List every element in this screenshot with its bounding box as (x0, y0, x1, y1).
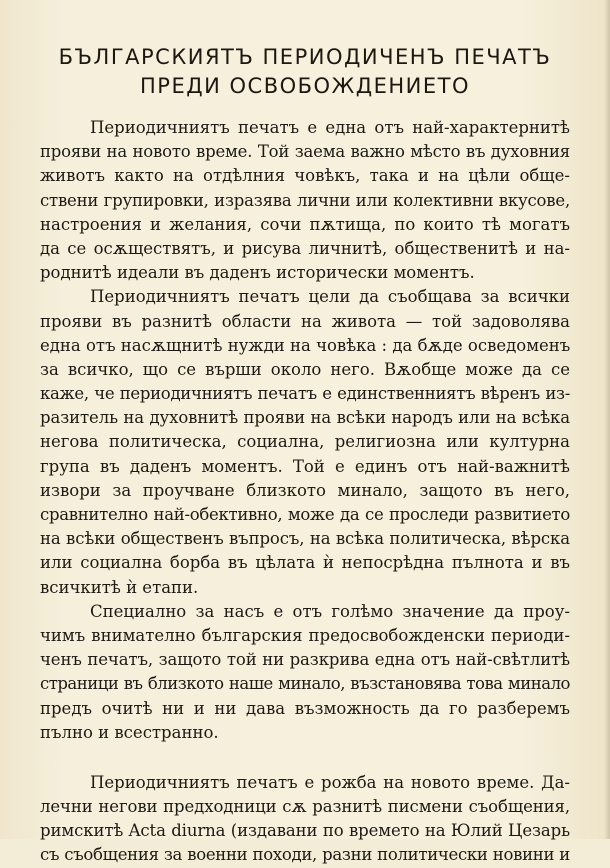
text-line: на всѣки общественъ въпросъ, на всѣка политическа, вѣрска (40, 529, 570, 549)
text-line: сравнително най-обективно, може да се проследи развитието (40, 505, 570, 524)
text-line: предъ очитѣ ни и ни дава възможность да го разберемъ (40, 698, 570, 718)
text-line: група въ даденъ моментъ. Той е единъ отъ най-важнитѣ (40, 456, 570, 476)
text-line: съ съобщения за военни походи, разни политически новини и (40, 845, 570, 865)
text-line: Специално за насъ е отъ голѣмо значение да проу- (90, 601, 570, 621)
text-line: чимъ внимателно българския предосвобожденски периоди- (40, 625, 570, 645)
text-line: прояви на новото време. Той заема важно мѣсто въ духовния (40, 142, 570, 162)
text-line: животъ както на отдѣлния човѣкъ, така и на цѣли обще- (40, 166, 570, 186)
text-line: Периодичниятъ печатъ е рожба на новото време. Да- (90, 772, 570, 792)
text-line: да се осѫществятъ, и рисува личнитѣ, общественитѣ и на- (40, 238, 570, 258)
text-line: Периодичниятъ печатъ цели да съобщава за всички (90, 287, 570, 307)
page-edge-shadow (604, 0, 610, 839)
text-line: ствени групировки, изразява лични или колективни вкусове, (40, 190, 570, 210)
paragraph-1 (40, 116, 570, 285)
title-line-2: ПРЕДИ ОСВОБОЖДЕНИЕТО (140, 74, 470, 98)
text-line: или социална борба въ цѣлата ѝ непосрѣдна пълнота и въ (40, 553, 570, 573)
text-line: Периодичниятъ печатъ е една отъ най-характернитѣ (90, 118, 570, 137)
text-line: всичкитѣ ѝ етапи. (40, 577, 199, 597)
text-line: за всичко, що се върши около него. Вѫобще може да се (40, 359, 570, 379)
paragraph-4 (40, 771, 570, 868)
text-line: настроения и желания, сочи пѫтища, по които тѣ могатъ (40, 214, 570, 234)
text-line: римскитѣ Acta diurna (издавани по времето на Юлий Цезарь (40, 821, 570, 841)
text-line: каже, че периодичниятъ печатъ е единственниятъ вѣренъ из- (40, 384, 570, 404)
text-line: прояви въ разнитѣ области на живота — той задоволява (40, 311, 570, 331)
text-line: страници въ близкото наше минало, възстановява това минало (40, 674, 570, 694)
text-line: негова политическа, социална, религиозна или културна (40, 432, 570, 452)
paragraph-3 (40, 600, 570, 745)
text-line: ченъ печатъ, защото той ни разкрива една отъ най-свѣтлитѣ (40, 650, 570, 670)
text-line: лечни негови предходници сѫ разнитѣ писмени съобщения, (40, 797, 570, 817)
text-line: роднитѣ идеали въ даденъ исторически моментъ. (40, 263, 475, 283)
text-line: извори за проучване близкото минало, защото въ него, (40, 480, 570, 500)
text-line: разитель на духовнитѣ прояви на всѣки народъ или на всѣка (40, 408, 570, 428)
body-text (40, 116, 570, 868)
title-line-1: БЪЛГАРСКИЯТЪ ПЕРИОДИЧЕНЪ ПЕЧАТЪ (58, 45, 552, 69)
section-gap (40, 745, 570, 771)
text-line: една отъ насѫщнитѣ нужди на човѣка : да бѫде осведоменъ (40, 335, 571, 355)
paragraph-2 (40, 285, 570, 599)
text-line: пълно и всестранно. (40, 722, 219, 742)
